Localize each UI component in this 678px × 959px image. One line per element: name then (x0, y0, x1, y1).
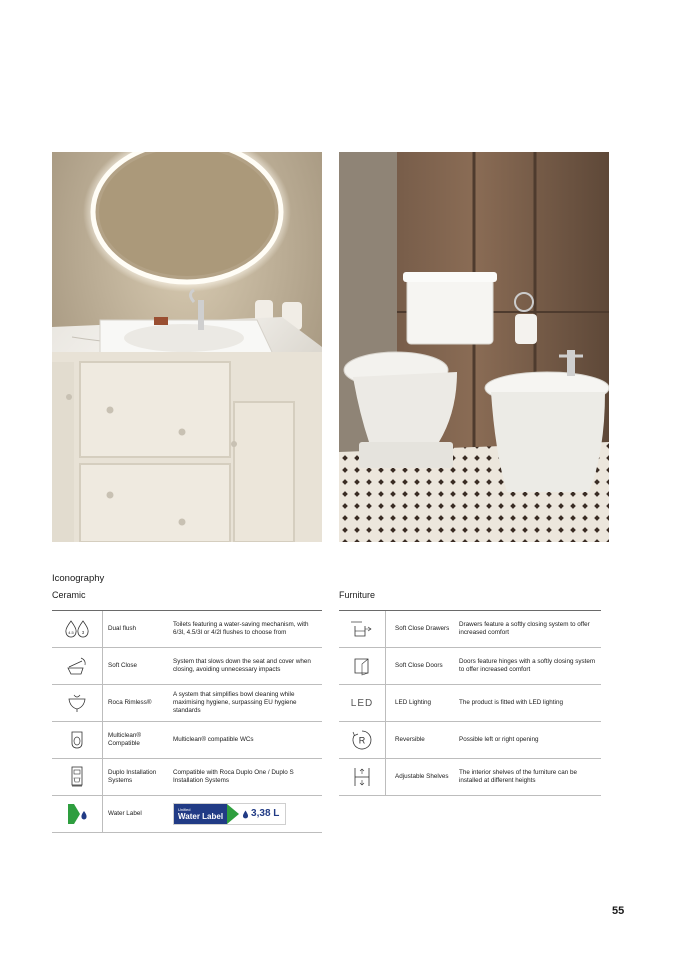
water-label-cell (173, 796, 318, 832)
rimless-icon (52, 685, 102, 721)
table-row (339, 648, 601, 685)
row-label: Water Label (108, 810, 142, 817)
column-divider (385, 685, 386, 721)
row-description: Possible left or right opening (459, 736, 539, 743)
led-icon (339, 685, 385, 721)
row-description: The product is fitted with LED lighting (459, 699, 563, 706)
duplo-installation-icon (52, 759, 102, 795)
water-label-arrow (227, 804, 239, 824)
water-label-unified-text: Unified (178, 807, 191, 812)
page-number: 55 (612, 905, 625, 917)
table-row (52, 722, 322, 759)
dual-flush-icon (52, 611, 102, 647)
iconography-heading: Iconography (52, 573, 105, 584)
soft-close-doors-icon (339, 648, 385, 684)
table-row (339, 685, 601, 722)
row-description: Toilets featuring a water-saving mechanism, with 6/3l, 4.5/3l or 4/2l flushes to choose from (173, 621, 309, 636)
row-label: LED Lighting (395, 699, 432, 706)
water-label-badge (173, 803, 286, 825)
row-label: Adjustable Shelves (395, 773, 449, 780)
column-divider (102, 722, 103, 758)
column-divider (102, 796, 103, 832)
row-label: Roca Rimless® (108, 699, 152, 706)
column-divider (102, 685, 103, 721)
column-divider (102, 611, 103, 647)
column-divider (102, 648, 103, 684)
row-label: Dual flush (108, 625, 137, 632)
table-row (339, 759, 601, 796)
table-row (339, 722, 601, 759)
toilet-bidet-photo (339, 152, 609, 542)
furniture-table (339, 610, 601, 796)
ceramic-heading: Ceramic (52, 590, 86, 600)
water-label-value: 3,38 L (251, 808, 280, 819)
table-row (52, 685, 322, 722)
vanity-illustration (52, 152, 322, 542)
led-icon-text: LED (350, 697, 374, 709)
vanity-photo (52, 152, 322, 542)
svg-text:4.5: 4.5 (68, 630, 74, 635)
row-label: Multiclean® Compatible (108, 732, 141, 747)
multiclean-icon (52, 722, 102, 758)
row-description: Doors feature hinges with a softly closing system to offer increased comfort (459, 658, 596, 673)
row-description: Multiclean® compatible WCs (173, 736, 254, 743)
column-divider (385, 759, 386, 795)
toilet-illustration (339, 152, 609, 542)
column-divider (385, 611, 386, 647)
reversible-icon (339, 722, 385, 758)
row-label: Soft Close Drawers (395, 625, 450, 632)
water-label-title: Water Label (178, 812, 224, 821)
adjustable-shelves-icon (339, 759, 385, 795)
table-row (52, 796, 322, 833)
row-description: A system that simplifies bowl cleaning while maximising hygiene, surpassing EU hygiene standards (173, 691, 297, 714)
row-label: Soft Close Doors (395, 662, 443, 669)
water-label-blue-block (174, 804, 227, 824)
row-description: System that slows down the seat and cover when closing, avoiding unnecessary impacts (173, 658, 311, 673)
row-description: Drawers feature a softly closing system to offer increased comfort (459, 621, 590, 636)
ceramic-table (52, 610, 322, 833)
row-label: Soft Close (108, 662, 138, 669)
soft-close-drawers-icon (339, 611, 385, 647)
water-label-value-box (239, 810, 285, 819)
svg-text:R: R (358, 735, 366, 746)
column-divider (385, 722, 386, 758)
column-divider (102, 759, 103, 795)
table-row (339, 611, 601, 648)
row-description: The interior shelves of the furniture can be installed at different heights (459, 769, 577, 784)
water-label-icon (52, 796, 102, 832)
table-row (52, 648, 322, 685)
svg-text:3: 3 (81, 630, 85, 635)
row-label: Reversible (395, 736, 425, 743)
row-description: Compatible with Roca Duplo One / Duplo S Installation Systems (173, 769, 294, 784)
table-row (52, 759, 322, 796)
table-row (52, 611, 322, 648)
soft-close-icon (52, 648, 102, 684)
row-label: Duplo Installation Systems (108, 769, 157, 784)
column-divider (385, 648, 386, 684)
furniture-heading: Furniture (339, 590, 376, 600)
water-drop-icon (242, 810, 249, 819)
